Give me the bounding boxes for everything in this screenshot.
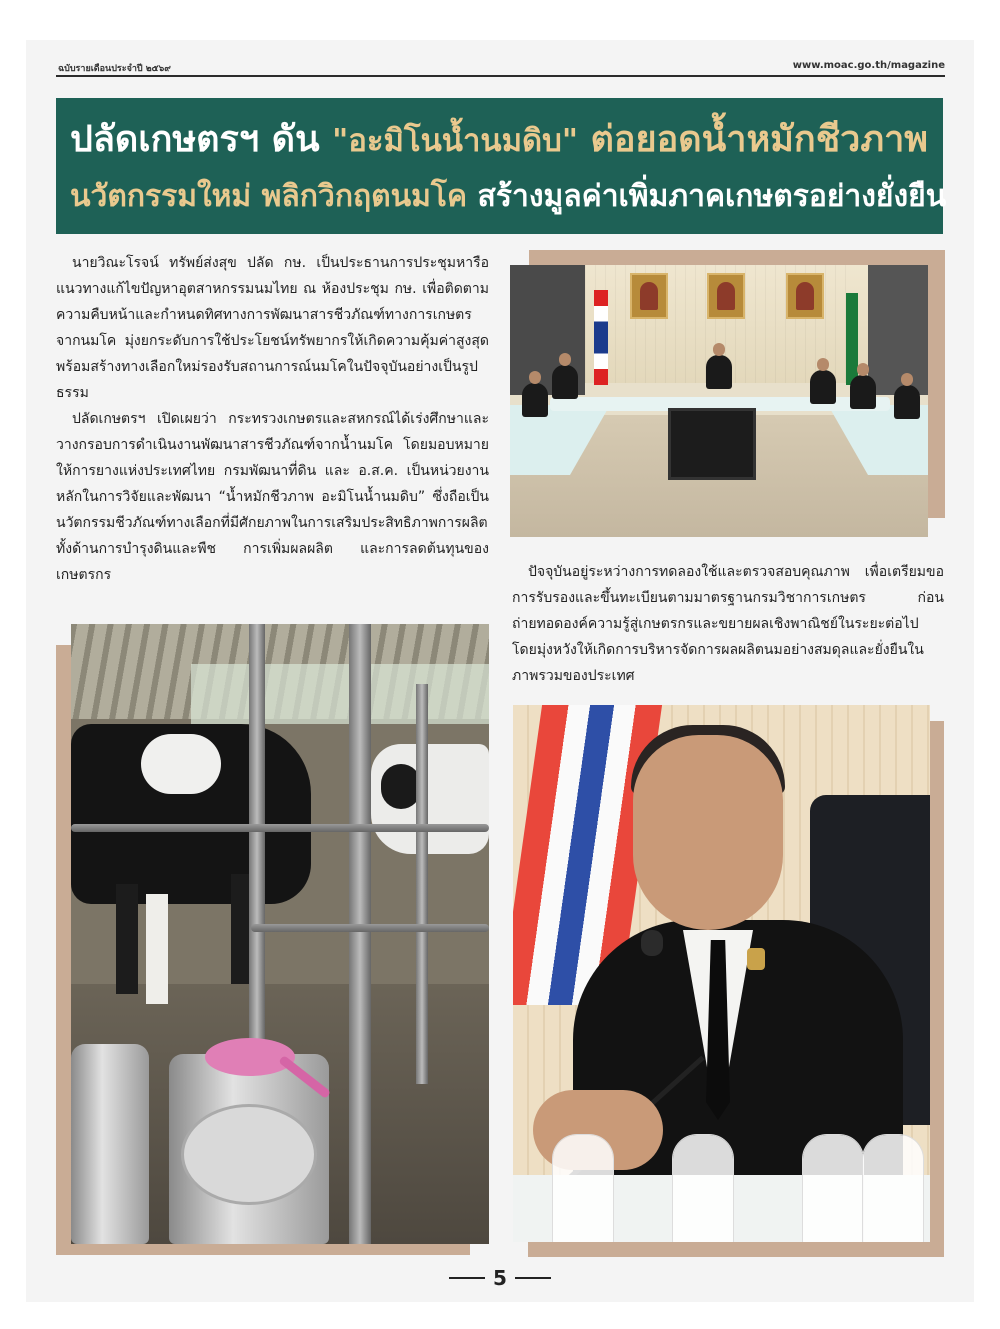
meeting-photo [510,265,928,537]
page-number: 5 [493,1266,507,1290]
headline-part: ปลัดเกษตรฯ ดัน [70,119,333,160]
headline-part: นวัตกรรมใหม่ พลิกวิกฤตนมโค [70,179,478,214]
article-right-column [512,559,944,689]
footer-dash [449,1277,485,1279]
footer-dash [515,1277,551,1279]
issue-label: ฉบับรายเดือนประจำปี ๒๕๖๙ [58,64,171,74]
article-paragraph: นายวิณะโรจน์ ทรัพย์ส่งสุข ปลัด กษ. เป็นประธานการประชุมหารือแนวทางแก้ไขปัญหาอุตสาหกรรมนมไทย ณ ห้องประชุม กษ. เพื่อติดตามความคืบหน้าและกำหนดทิศทางการพัฒนาสารชีวภัณฑ์ทางการเกษตรจากนมโค มุ่งยกระดับการใช้ประโยชน์ทรัพยากรให้เกิดความคุ้มค่าสูงสุด พร้อมสร้างทางเลือกใหม่รองรับสถานการณ์นมโคในปัจจุบันอย่างเป็นรูปธรรม [56,255,489,401]
headline-line-2 [70,169,947,225]
headline-part: ต่อยอดน้ำหมักชีวภาพ [578,119,929,160]
article-paragraph: ปลัดเกษตรฯ เปิดเผยว่า กระทรวงเกษตรและสหกรณ์ได้เร่งศึกษาและวางกรอบการดำเนินงานพัฒนาสารชีวภัณฑ์จากน้ำนมโค โดยมอบหมายให้การยางแห่งประเทศไทย กรมพัฒนาที่ดิน และ อ.ส.ค. เป็นหน่วยงานหลักในการวิจัยและพัฒนา “น้ำหมักชีวภาพ อะมิโนน้ำนมดิบ” ซึ่งถือเป็นนวัตกรรมชีวภัณฑ์ทางเลือกที่มีศักยภาพในการเสริมประสิทธิภาพการผลิต ทั้งด้านการบำรุงดินและพืช การเพิ่มผลผลิต และการลดต้นทุนของเกษตรกร [56,411,489,583]
header-rule [56,75,945,77]
official-portrait-photo [513,705,930,1242]
headline-banner [56,98,947,234]
article-paragraph: ปัจจุบันอยู่ระหว่างการทดลองใช้และตรวจสอบคุณภาพ เพื่อเตรียมขอการรับรองและขึ้นทะเบียนตามมาตรฐานกรมวิชาการเกษตร ก่อนถ่ายทอดองค์ความรู้สู่เกษตรกรและขยายผลเชิงพาณิชย์ในระยะต่อไป โดยมุ่งหวังให้เกิดการบริหารจัดการผลผลิตนมอย่างสมดุลและยั่งยืนในภาพรวมของประเทศ [512,564,944,684]
headline-line-1 [70,112,931,169]
headline-quote: "อะมิโนน้ำนมดิบ" [332,123,578,159]
article-left-column [56,250,489,588]
page-footer [0,1266,1000,1290]
dairy-farm-photo [71,624,489,1244]
website-url[interactable]: www.moac.go.th/magazine [792,60,945,71]
headline-part: สร้างมูลค่าเพิ่มภาคเกษตรอย่างยั่งยืน [477,179,947,214]
